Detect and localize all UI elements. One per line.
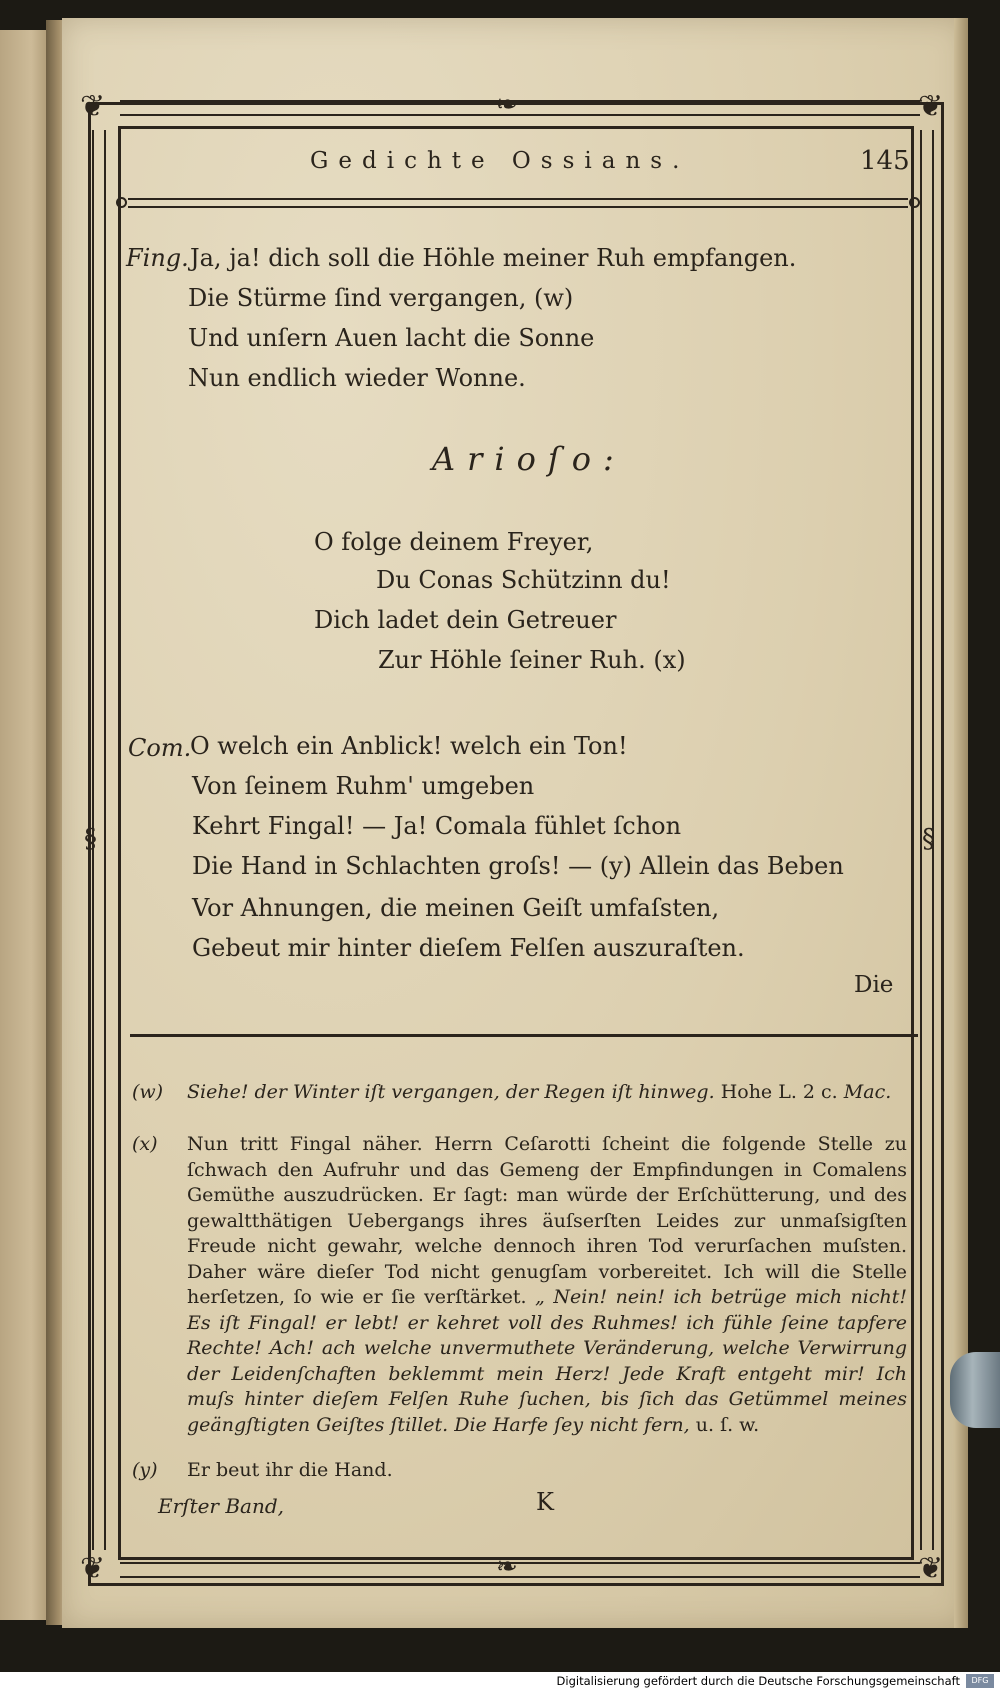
corner-ornament-icon: ❦ — [918, 1551, 944, 1586]
verse-line: Ja, ja! dich soll die Höhle meiner Ruh empfangen. — [190, 244, 797, 272]
footnote-mark: (x) — [132, 1133, 158, 1155]
verse-line: Du Conas Schützinn du! — [376, 566, 671, 594]
speaker-fingal: Fing. — [126, 244, 189, 272]
section-heading-arioso: Arioſo: — [432, 440, 626, 478]
speaker-comala: Com. — [128, 734, 192, 762]
verse-line: Kehrt Fingal! — Ja! Comala fühlet ſchon — [192, 812, 682, 840]
dfg-logo-icon: DFG — [966, 1674, 994, 1688]
footnote-text: Er beut ihr die Hand. — [187, 1459, 393, 1481]
frame-band-top — [120, 100, 920, 116]
header-rule — [128, 198, 908, 208]
verse-line: Nun endlich wieder Wonne. — [188, 364, 526, 392]
ornament-icon: ❧ — [496, 1552, 518, 1582]
verse-line: Zur Höhle ſeiner Ruh. (x) — [378, 646, 686, 674]
digitization-footer — [0, 1672, 1000, 1691]
footnote-w — [132, 1080, 922, 1110]
verse-line: Gebeut mir hinter dieſem Felſen auszuraſten. — [192, 934, 745, 962]
verse-line: Von ſeinem Ruhm' umgeben — [192, 772, 535, 800]
ornament-icon: § — [922, 824, 935, 854]
verse-line: Vor Ahnungen, die meinen Geiſt umfaſsten, — [192, 894, 720, 922]
corner-ornament-icon: ❦ — [918, 89, 944, 124]
footer-credit: Digitalisierung gefördert durch die Deutsche Forschungsgemeinschaft — [556, 1674, 960, 1688]
footnote-x — [132, 1132, 922, 1442]
corner-ornament-icon: ❦ — [80, 1551, 106, 1586]
footnote-quote: Siehe! der Winter iſt vergangen, der Regen iſt hinweg. — [187, 1081, 715, 1103]
footnote-reference: Hohe L. 2 c. — [720, 1081, 838, 1103]
frame-band-bottom — [120, 1562, 920, 1578]
ornament-icon: § — [84, 824, 97, 854]
verse-line: O folge deinem Freyer, — [314, 528, 594, 556]
verse-line: Die Stürme ſind vergangen, (w) — [188, 284, 574, 312]
footnote-text: Nun tritt Fingal näher. Herrn Ceſarotti ſcheint die folgende Stelle zu ſchwach den Aufruhr und das Gemeng der Empfindungen in Comalens Gemüthe auszudrücken. Er ſagt: man würde der Erſchütterung, und des gewaltthätigen Uebergangs ihres äuſserſten Leides zur unmaſsigſten Freude nicht gewahr, welche dennoch ihren Tod verurſachen muſsten. Daher wäre dieſer Tod nicht genugſam vorbereitet. Ich will die Stelle herſetzen, ſo wie er ſie verſtärket. — [187, 1133, 907, 1308]
verse-line: Die Hand in Schlachten groſs! — (y) Allein das Beben — [192, 852, 844, 880]
footnote-source: Mac. — [843, 1081, 892, 1103]
verse-line: Dich ladet dein Getreuer — [314, 606, 617, 634]
verse-line: O welch ein Anblick! welch ein Ton! — [190, 732, 628, 760]
footnote-rule — [130, 1034, 918, 1037]
footnote-mark: (y) — [132, 1459, 158, 1481]
catchword: Die — [854, 972, 894, 998]
signature-label: Erſter Band, — [158, 1494, 285, 1518]
signature-mark: K — [536, 1488, 554, 1516]
facing-page-edge — [0, 30, 52, 1620]
footnote-quote: „ Nein! nein! ich betrüge mich nicht! Es iſt Fingal! er lebt! er kehret voll des Ruhmes! ich fühle ſeine tapfere Rechte! Ach! ach welche unvermuthete Veränderung, welche Verwirrung der Leidenſchaften beklemmt mein Herz! Jede Kraft entgeht mir! Ich muſs hinter dieſem Felſen Ruhe ſuchen, bis ſich das Getümmel meines geängſtigten Geiſtes ſtillet. Die Harfe ſey nicht fern, — [187, 1286, 907, 1436]
footnote-y — [132, 1458, 922, 1486]
verse-line: Und unſern Auen lacht die Sonne — [188, 324, 595, 352]
footnote-mark: (w) — [132, 1081, 164, 1103]
footnote-text-end: u. ſ. w. — [695, 1413, 760, 1436]
ornament-icon: ❧ — [496, 90, 518, 120]
page-tab-marker — [950, 1352, 1000, 1428]
corner-ornament-icon: ❦ — [80, 89, 106, 124]
page-number: 145 — [860, 146, 910, 176]
running-title: Gedichte Ossians. — [310, 148, 690, 174]
